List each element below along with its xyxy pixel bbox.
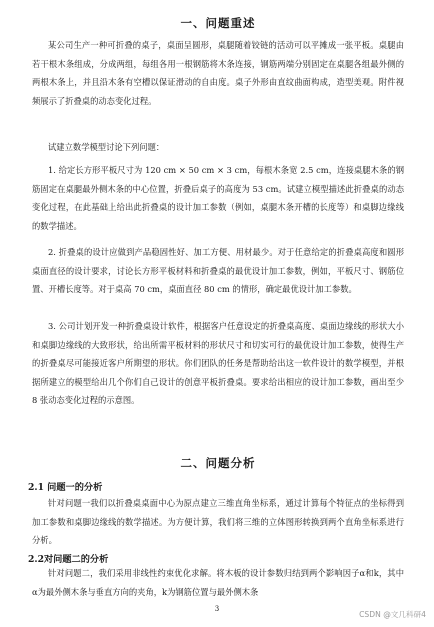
subsection-2-2-heading: 2.2对问题二的分析 — [28, 554, 109, 565]
page-number: 3 — [214, 605, 220, 613]
subsection-2-2-paragraph: 针对问题二，我们采用非线性约束优化求解。将木板的设计参数归结到两个影响因子α和k，其中α为最外侧木条与垂直方向的夹角，k为钢筋位置与最外侧木条 — [32, 568, 404, 597]
csdn-watermark: CSDN @文几科研4 — [359, 610, 426, 619]
subsection-2-1-paragraph: 针对问题一我们以折叠桌桌面中心为原点建立三维直角坐标系，通过计算每个特征点的坐标得到加工参数和桌脚边缘线的数学描述。为方便计算，我们将三维的立体图形转换到两个直角坐标系进行分析。 — [32, 498, 404, 546]
question-3-paragraph: 3. 公司计划开发一种折叠桌设计软件，根据客户任意设定的折叠桌高度、桌面边缘线的形状大小和桌脚边缘线的大致形状，给出所需平板材料的形状尺寸和切实可行的最优设计加工参数，使得生产的折叠桌尽可能接近客户所期望的形状。你们团队的任务是帮助给出这一软件设计的数学模型，并根据所建立的模型给出几个你们自己设计的创意平板折叠桌。要求给出相应的设计加工参数，画出至少 8 张动态变化过程的示意图。 — [32, 321, 404, 406]
subsection-2-1-heading: 2.1 问题一的分析 — [28, 482, 103, 493]
question-2-paragraph: 2. 折叠桌的设计应做到产品稳固性好、加工方便、用材最少。对于任意给定的折叠桌高度和圆形桌面直径的设计要求，讨论长方形平板材料和折叠桌的最优设计加工参数，例如，平板尺寸、钢筋位置、开槽长度等。对于桌高 70 cm，桌面直径 80 cm 的情形，确定最优设计加工参数。 — [32, 247, 404, 295]
section-1-heading: 一、问题重述 — [180, 16, 256, 30]
section-1-paragraph-background: 某公司生产一种可折叠的桌子，桌面呈圆形，桌腿随着铰链的活动可以平摊成一张平板。桌腿由若干根木条组成，分成两组，每组各用一根钢筋将木条连接，钢筋两端分别固定在桌腿各组最外侧的两根木条上，并且沿木条有空槽以保证滑动的自由度。桌子外形由直纹曲面构成，造型美观。附件视频展示了折叠桌的动态变化过程。 — [32, 40, 404, 106]
task-intro-line: 试建立数学模型讨论下列问题： — [48, 142, 165, 152]
section-2-heading: 二、问题分析 — [180, 456, 256, 470]
question-1-paragraph: 1. 给定长方形平板尺寸为 120 cm × 50 cm × 3 cm，每根木条宽 2.5 cm，连接桌腿木条的钢筋固定在桌腿最外侧木条的中心位置，折叠后桌子的高度为 53 cm。试建立模型描述此折叠桌的动态变化过程，在此基础上给出此折叠桌的设计加工参数（例如，桌腿木条开槽的长度等）和桌脚边缘线的数学描述。 — [32, 165, 404, 231]
